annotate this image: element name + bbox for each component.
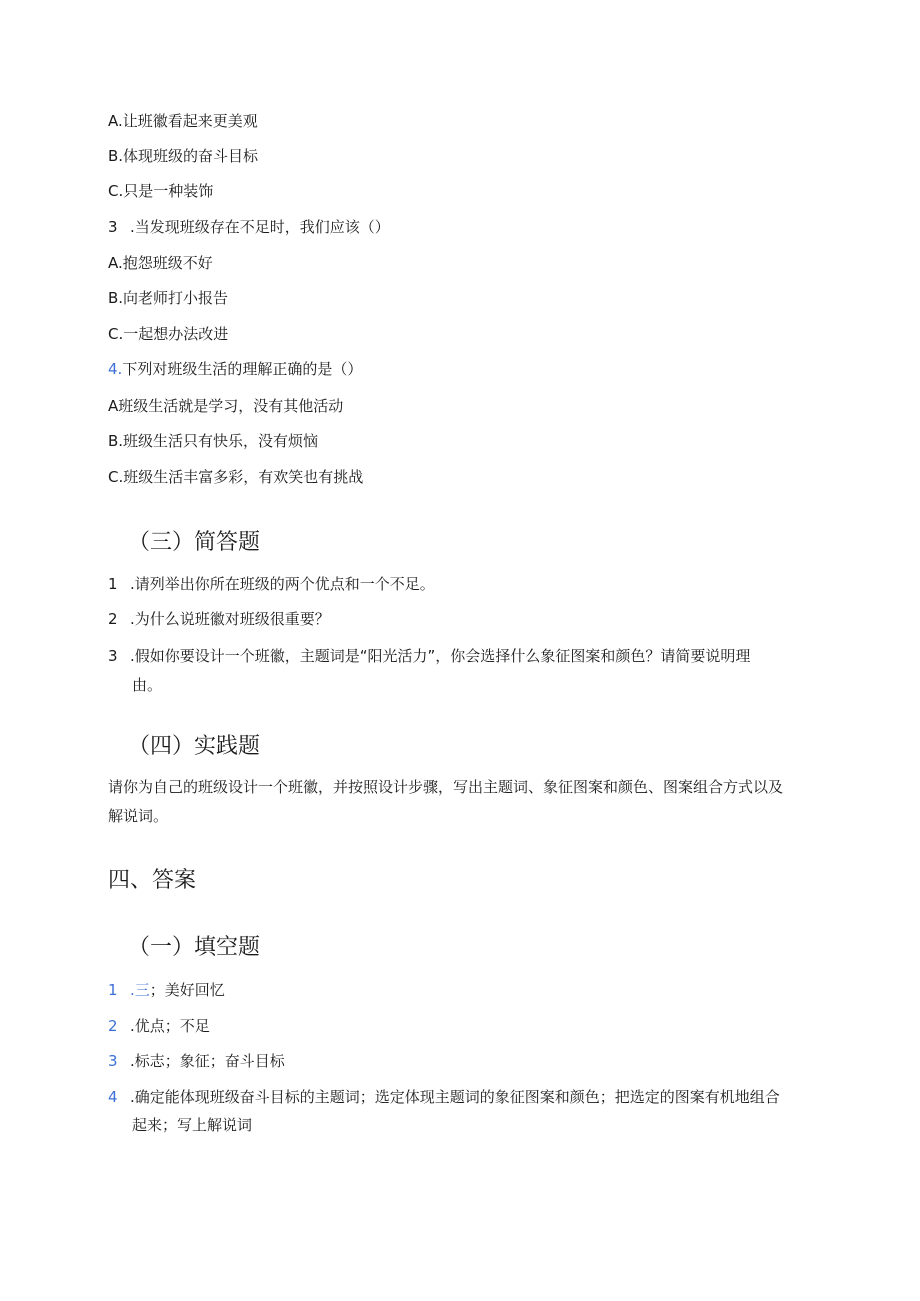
q4-option-c: C.班级生活丰富多彩，有欢笑也有挑战: [108, 468, 364, 486]
q3-option-b: B.向老师打小报告: [108, 289, 229, 307]
question-4-number: 4.: [108, 360, 123, 378]
answer-text: .标志；象征；奋斗目标: [130, 1052, 285, 1070]
practice-text-line-2: 解说词。: [108, 807, 169, 825]
answer-highlight: .三: [130, 981, 150, 999]
short-answer-item-1: [108, 574, 435, 594]
q4-option-b: B.班级生活只有快乐，没有烦恼: [108, 432, 319, 450]
short-answer-heading: （三）简答题: [128, 530, 261, 555]
answers-heading: 四、答案: [108, 868, 197, 893]
q3-option-c: C.一起想办法改进: [108, 325, 229, 343]
short-answer-item-3-continued: 由。: [132, 676, 163, 694]
answer-item-2: [108, 1016, 210, 1036]
answer-item-1: [108, 980, 225, 1000]
q2-option-c: C.只是一种装饰: [108, 182, 214, 200]
item-number: 2: [108, 610, 118, 628]
question-4-text: 下列对班级生活的理解正确的是（）: [122, 360, 363, 378]
practice-heading: （四）实践题: [128, 734, 261, 759]
answer-number: 4: [108, 1088, 118, 1106]
q2-option-a: A.让班徽看起来更美观: [108, 112, 258, 130]
answer-number: 3: [108, 1052, 118, 1070]
item-text: .请列举出你所在班级的两个优点和一个不足。: [130, 575, 435, 593]
short-answer-item-2: [108, 609, 330, 629]
question-3: [108, 217, 390, 237]
q2-option-b: B.体现班级的奋斗目标: [108, 147, 259, 165]
practice-text-line-1: 请你为自己的班级设计一个班徽，并按照设计步骤，写出主题词、象征图案和颜色、图案组合方式以及: [108, 778, 784, 796]
answer-number: 1: [108, 981, 118, 999]
item-number: 1: [108, 575, 118, 593]
answer-item-3: [108, 1051, 285, 1071]
item-text: .假如你要设计一个班徽，主题词是“阳光活力”，你会选择什么象征图案和颜色？请简要说明理: [130, 647, 751, 665]
item-text: .为什么说班徽对班级很重要？: [130, 610, 330, 628]
answer-text: ；美好回忆: [149, 981, 225, 999]
q3-option-a: A.抱怨班级不好: [108, 254, 213, 272]
fill-blank-heading: （一）填空题: [128, 935, 261, 960]
answer-item-4: [108, 1087, 780, 1107]
answer-text: .确定能体现班级奋斗目标的主题词；选定体现主题词的象征图案和颜色；把选定的图案有机地组合: [130, 1088, 780, 1106]
answer-text: .优点；不足: [130, 1017, 210, 1035]
question-3-text: .当发现班级存在不足时，我们应该（）: [130, 218, 390, 236]
answer-number: 2: [108, 1017, 118, 1035]
item-number: 3: [108, 647, 118, 665]
q4-option-a: A班级生活就是学习，没有其他活动: [108, 397, 344, 415]
question-3-number: 3: [108, 218, 118, 236]
answer-item-4-continued: 起来；写上解说词: [132, 1116, 253, 1134]
short-answer-item-3: [108, 646, 750, 666]
question-4: [108, 359, 362, 379]
